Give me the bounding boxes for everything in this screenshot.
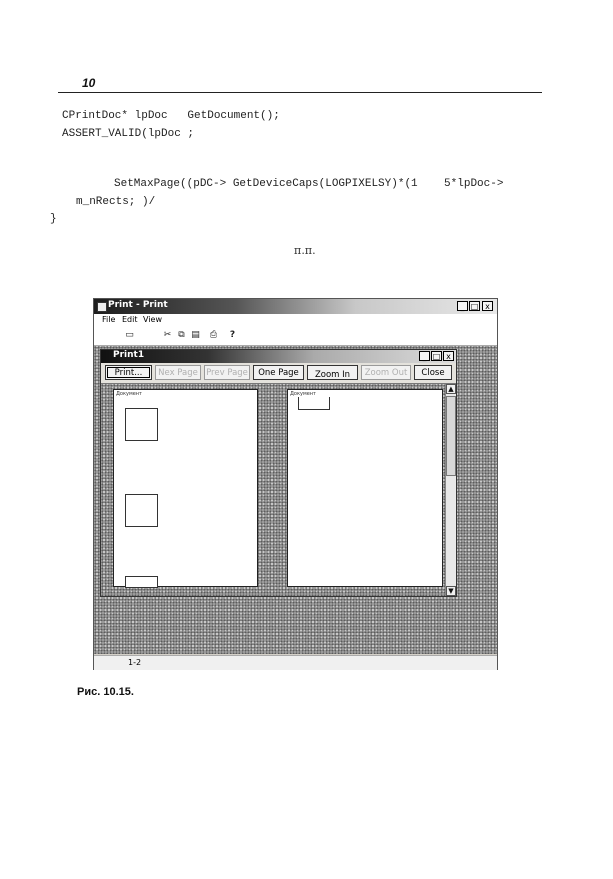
menu-bar [94,314,497,328]
code-line-4: m_nRects; )/ [76,196,156,208]
page-label-right: Документ [290,391,316,397]
figure-caption: Рис. 10.15. [77,686,134,698]
copy-icon[interactable]: ⧉ [178,330,185,340]
code-line-1: CPrintDoc* lpDoc GetDocument(); [62,110,280,122]
menu-view[interactable]: View [143,315,162,324]
status-text: 1-2 [128,658,142,667]
zoom-in-button[interactable]: Zoom In [307,365,358,380]
preview-area [101,384,456,596]
header-rule [58,92,542,93]
code-line-5: } [50,213,57,225]
child-close-button[interactable]: x [443,351,454,361]
child-titlebar [101,350,456,363]
print-button[interactable]: Print... [105,365,152,380]
maximize-button[interactable]: □ [470,302,479,311]
help-icon[interactable]: ? [229,330,236,340]
toolbar [94,327,497,346]
scroll-thumb[interactable] [446,396,456,476]
rectangle-shape [125,576,158,588]
rectangle-shape [298,397,330,410]
preview-button-row [101,363,456,384]
menu-file[interactable]: File [102,315,116,324]
prev-page-button[interactable]: Prev Page [204,365,250,380]
vertical-scrollbar[interactable] [445,384,456,596]
preview-page-right [287,389,443,587]
preview-page-left [113,389,258,587]
child-maximize-button[interactable]: □ [432,352,441,361]
middle-caption: п.п. [294,244,316,257]
scroll-down-icon[interactable]: ▼ [446,586,456,596]
next-page-button[interactable]: Nex Page [155,365,201,380]
print-preview-screenshot [93,298,498,670]
app-title: Print - Print [108,300,168,310]
menu-edit[interactable]: Edit [122,315,138,324]
paste-icon[interactable]: ▤ [191,330,200,340]
rectangle-shape [125,494,158,527]
child-title: Print1 [113,350,145,360]
minimize-button[interactable]: _ [457,301,468,311]
close-window-button[interactable]: x [482,301,493,311]
zoom-out-button[interactable]: Zoom Out [361,365,411,380]
one-page-button[interactable]: One Page [253,365,304,380]
child-minimize-button[interactable]: _ [419,351,430,361]
cut-icon[interactable]: ✂ [163,330,172,340]
status-bar [94,655,497,670]
print-icon[interactable]: ⎙ [209,330,218,340]
preview-child-window [100,349,457,597]
page-number: 10 [82,76,96,90]
rectangle-shape [125,408,158,441]
app-titlebar [94,299,497,314]
new-file-icon[interactable]: ▭ [125,330,134,340]
close-preview-button[interactable]: Close [414,365,452,380]
page-label-left: Документ [116,391,142,397]
app-icon [97,302,107,312]
scroll-up-icon[interactable]: ▲ [446,384,456,394]
code-line-2: ASSERT_VALID(lpDoc ; [62,128,195,140]
code-line-3: SetMaxPage((pDC-> GetDeviceCaps(LOGPIXELSY)*(1 5*lpDoc-> [114,178,504,190]
